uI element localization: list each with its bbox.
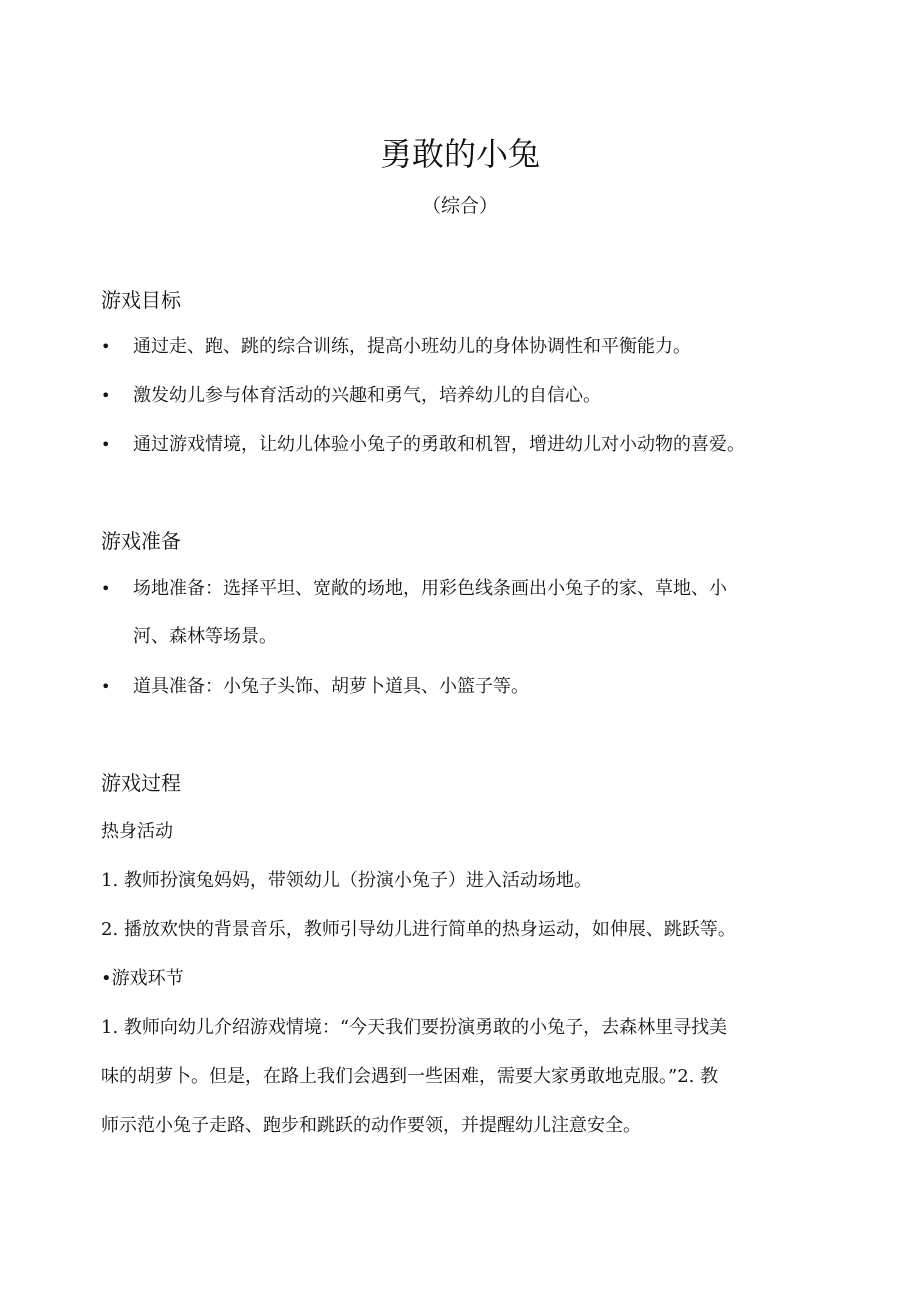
bullet-marker: • (101, 677, 111, 696)
game-step-line-2: 味的胡萝卜。但是，在路上我们会遇到一些困难，需要大家勇敢地克服。”2. 教 (101, 1066, 719, 1087)
objectives-heading: 游戏目标 (101, 288, 181, 312)
bullet-marker: • (101, 337, 111, 356)
bullet-marker: • (101, 579, 111, 598)
game-section-title: •游戏环节 (101, 968, 184, 989)
preparation-item-2: 道具准备：小兔子头饰、胡萝卜道具、小篮子等。 (133, 676, 529, 697)
document-title: 勇敢的小兔 (379, 135, 540, 173)
objective-item-3: 通过游戏情境，让幼儿体验小兔子的勇敢和机智，增进幼儿对小动物的喜爱。 (133, 434, 745, 455)
bullet-marker: • (101, 386, 111, 405)
warmup-step-1: 1. 教师扮演兔妈妈，带领幼儿（扮演小兔子）进入活动场地。 (101, 870, 592, 891)
preparation-item-1-line-2: 河、森林等场景。 (133, 626, 277, 647)
game-step-line-1: 1. 教师向幼儿介绍游戏情境：“今天我们要扮演勇敢的小兔子，去森林里寻找美 (101, 1017, 728, 1038)
objective-item-1: 通过走、跑、跳的综合训练，提高小班幼儿的身体协调性和平衡能力。 (133, 336, 691, 357)
warmup-step-2: 2. 播放欢快的背景音乐，教师引导幼儿进行简单的热身运动，如伸展、跳跃等。 (101, 919, 736, 940)
bullet-marker: • (101, 435, 111, 454)
preparation-heading: 游戏准备 (101, 529, 181, 553)
objective-item-2: 激发幼儿参与体育活动的兴趣和勇气，培养幼儿的自信心。 (133, 385, 601, 406)
document-subtitle: （综合） (421, 195, 498, 217)
process-heading: 游戏过程 (101, 771, 181, 795)
game-step-line-3: 师示范小兔子走路、跑步和跳跃的动作要领，并提醒幼儿注意安全。 (101, 1115, 641, 1136)
preparation-item-1-line-1: 场地准备：选择平坦、宽敞的场地，用彩色线条画出小兔子的家、草地、小 (133, 578, 727, 599)
warmup-title: 热身活动 (101, 821, 173, 842)
